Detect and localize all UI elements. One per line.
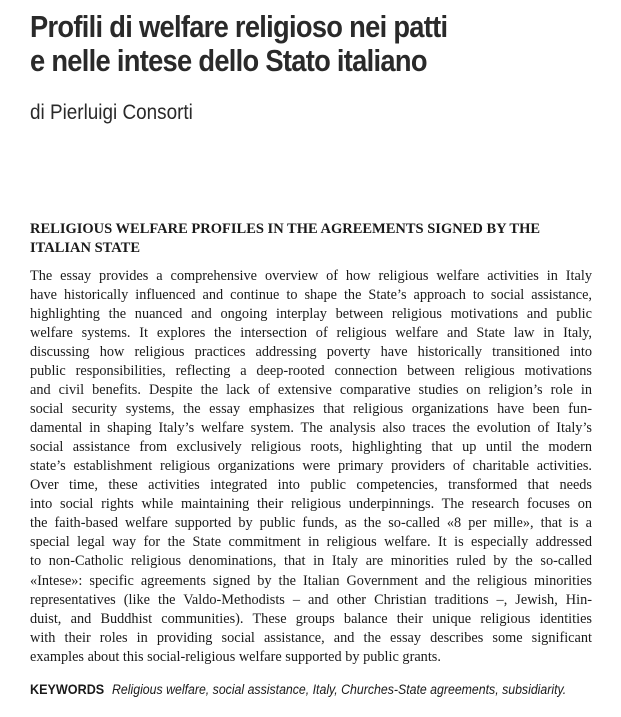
- abstract-line: duist, and Buddhist communities). These groups balance their unique religious identities: [30, 610, 592, 627]
- abstract-line: social assistance from exclusively religious roots, highlighting that up until the modern: [30, 439, 592, 456]
- abstract-line: welfare systems. It explores the intersection of religious welfare and State law in Italy,: [30, 325, 592, 342]
- abstract-heading-line: ITALIAN STATE: [30, 240, 140, 256]
- paper-title: [30, 10, 523, 78]
- abstract-line: with their roles in providing social assistance, and the essay describes some significant: [30, 629, 592, 646]
- abstract-line: have historically influenced and continue to shape the State’s approach to social assistance,: [30, 287, 592, 304]
- abstract-line: special legal way for the State commitment in religious welfare. It is especially addressed: [30, 534, 592, 551]
- keywords-line: [30, 680, 606, 700]
- abstract-line: state’s establishment religious organizations were primary providers of charitable activities.: [30, 458, 592, 475]
- abstract-line: representatives (like the Valdo-Methodists – and other Christian traditions –, Jewish, Hin-: [30, 591, 592, 608]
- keywords-text: Religious welfare, social assistance, Italy, Churches-State agreements, subsidiarity.: [111, 682, 567, 697]
- abstract-line: «Intese»: specific agreements signed by the Italian Government and the religious minorities: [30, 572, 592, 589]
- title-line: Profili di welfare religioso nei patti: [30, 9, 448, 44]
- author-byline: di Pierluigi Consorti: [30, 101, 193, 124]
- abstract-heading: [30, 220, 592, 258]
- abstract-line: The essay provides a comprehensive overview of how religious welfare activities in Italy: [30, 268, 592, 284]
- abstract-body: [30, 267, 592, 667]
- abstract-line: the faith-based welfare supported by public funds, as the so-called «8 per mille», that is a: [30, 515, 592, 532]
- abstract-line: social security systems, the essay emphasizes that religious organizations have been fun-: [30, 401, 592, 418]
- abstract-line: to non-Catholic religious denominations, that in Italy are minorities ruled by the so-called: [30, 553, 592, 570]
- title-line: e nelle intese dello Stato italiano: [30, 43, 427, 78]
- abstract-line: public responsibilities, reflecting a deep-rooted connection between religious motivations: [30, 363, 592, 380]
- abstract-heading-line: RELIGIOUS WELFARE PROFILES IN THE AGREEMENTS SIGNED BY THE: [30, 221, 541, 237]
- abstract-line: damental in shaping Italy’s welfare system. The analysis also traces the evolution of Italy’s: [30, 420, 592, 437]
- abstract-line: and civil benefits. Despite the lack of extensive comparative studies on religion’s role in: [30, 382, 592, 399]
- abstract-line: highlighting the nuanced and ongoing interplay between religious motivations and public: [30, 306, 592, 323]
- abstract-line: examples about this social-religious welfare supported by public grants.: [30, 648, 441, 665]
- keywords-label: KEYWORDS: [30, 681, 105, 697]
- abstract-line: into social rights while maintaining their religious underpinnings. The research focuses on: [30, 496, 592, 513]
- abstract-line: discussing how religious practices addressing poverty have historically transitioned into: [30, 344, 592, 361]
- abstract-line: Over time, these activities integrated into public competencies, transformed that needs: [30, 477, 592, 494]
